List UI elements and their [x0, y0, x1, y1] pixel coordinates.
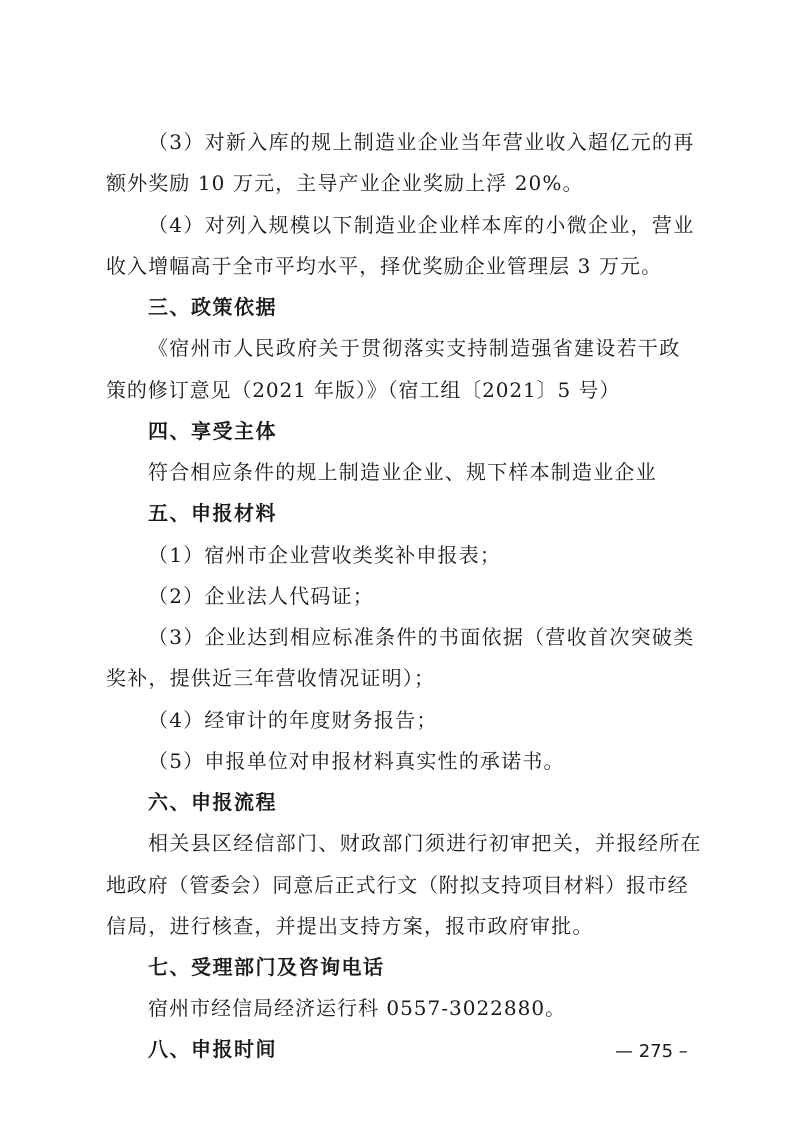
paragraph-4-line-1: （4）对列入规模以下制造业企业样本库的小微企业，营业 [148, 213, 695, 237]
policy-basis-line-2: 策的修订意见（2021 年版）》（宿工组〔2021〕5 号） [106, 378, 621, 402]
material-item-2: （2）企业法人代码证； [148, 584, 374, 608]
material-item-3-line-1: （3）企业达到相应标准条件的书面依据（营收首次突破类 [148, 625, 695, 649]
paragraph-3-line-1: （3）对新入库的规上制造业企业当年营业收入超亿元的再 [148, 130, 695, 154]
process-line-1: 相关县区经信部门、财政部门须进行初审把关，并报经所在 [148, 831, 702, 855]
eligible-entities-text: 符合相应条件的规上制造业企业、规下样本制造业企业 [148, 460, 657, 484]
material-item-4: （4）经审计的年度财务报告； [148, 708, 438, 732]
material-item-1: （1）宿州市企业营收类奖补申报表； [148, 543, 502, 567]
policy-basis-line-1: 《宿州市人民政府关于贯彻落实支持制造强省建设若干政 [148, 336, 681, 360]
paragraph-3-line-2: 额外奖励 10 万元，主导产业企业奖励上浮 20%。 [106, 171, 584, 195]
section-heading-contact: 七、受理部门及咨询电话 [148, 955, 385, 979]
section-heading-policy-basis: 三、政策依据 [148, 295, 277, 319]
section-heading-eligible-entities: 四、享受主体 [148, 419, 277, 443]
page-number: — 275 – [615, 1041, 688, 1062]
material-item-5: （5）申报单位对申报材料真实性的承诺书。 [148, 749, 565, 773]
paragraph-4-line-2: 收入增幅高于全市平均水平，择优奖励企业管理层 3 万元。 [106, 254, 663, 278]
contact-info: 宿州市经信局经济运行科 0557-3022880。 [148, 996, 567, 1020]
material-item-3-line-2: 奖补，提供近三年营收情况证明）； [106, 666, 436, 690]
section-heading-application-time: 八、申报时间 [148, 1037, 277, 1061]
process-line-3: 信局，进行核查，并提出支持方案，报市政府审批。 [106, 914, 594, 938]
process-line-2: 地政府（管委会）同意后正式行文（附拟支持项目材料）报市经 [106, 873, 689, 897]
section-heading-application-materials: 五、申报材料 [148, 501, 277, 525]
section-heading-application-process: 六、申报流程 [148, 790, 277, 814]
